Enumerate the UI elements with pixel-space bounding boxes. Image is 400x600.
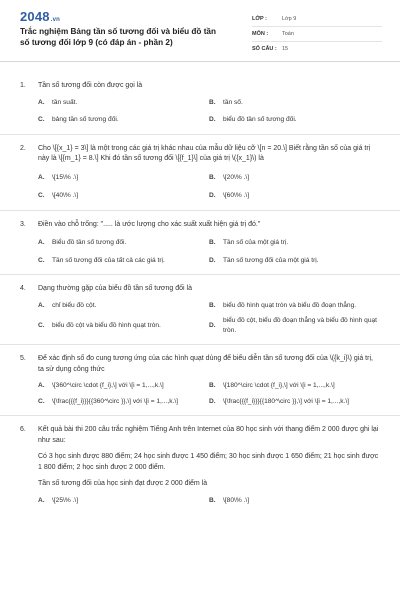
option-letter: C. [38, 192, 45, 199]
answer-options [38, 238, 380, 265]
page-title: Trắc nghiệm Bảng tần số tương đối và biểu đồ tần số tương đối lớp 9 (có đáp án - phần 2) [20, 27, 216, 47]
question-number: 1. [20, 82, 26, 89]
answer-option[interactable] [38, 191, 209, 201]
meta-row-count [252, 42, 382, 56]
answer-option[interactable] [38, 397, 209, 407]
question-list [0, 72, 400, 505]
answer-options [38, 98, 380, 125]
option-text: biểu đồ cột và biểu đồ hình quạt tròn. [52, 321, 161, 329]
meta-info [252, 12, 382, 56]
option-letter: B. [209, 239, 216, 246]
question-text: Cho \[{x_1} = 3\] là một trong các giá trị khác nhau của mẫu dữ liệu cỡ \[n = 20.\] Biết rằng tần số của giá trị này là \[{m_1} = 8.\] Khi đó tần số tương đối \[{f_1}\] của giá trị \({x_1}\) là [38, 144, 371, 162]
question-5 [0, 344, 400, 415]
meta-key: LỚP : [252, 16, 267, 22]
meta-row-subject [252, 27, 382, 42]
option-letter: C. [38, 116, 45, 123]
answer-options [38, 496, 380, 506]
answer-options [38, 301, 380, 336]
answer-option[interactable] [209, 496, 380, 506]
meta-value: 15 [282, 46, 289, 52]
question-number: 2. [20, 144, 26, 152]
answer-option[interactable] [209, 256, 380, 266]
question-head [20, 81, 380, 92]
answer-option[interactable] [209, 115, 380, 125]
option-text: \[25\% .\] [52, 496, 79, 504]
question-head [20, 354, 380, 375]
option-letter: A. [38, 496, 45, 504]
option-letter: D. [209, 321, 216, 329]
option-letter: B. [209, 382, 216, 389]
option-text: bảng tần số tương đối. [52, 116, 119, 123]
option-text: \[60\% .\] [223, 192, 250, 199]
option-text: \[40\% .\] [52, 192, 79, 199]
question-head [20, 425, 380, 446]
option-letter: D. [209, 116, 216, 123]
option-text: chỉ biểu đồ cột. [52, 301, 97, 309]
question-text: Kết quả bài thi 200 câu trắc nghiệm Tiếng Anh trên Internet của 80 học sinh với thang điểm 2 000 được ghi lại như sau: [38, 426, 379, 444]
option-letter: D. [209, 256, 216, 264]
option-letter: D. [209, 397, 216, 405]
question-2 [0, 134, 400, 210]
answer-options [38, 173, 380, 201]
option-letter: C. [38, 256, 45, 264]
option-text: Tần số của một giá trị. [223, 239, 289, 246]
answer-option[interactable] [38, 115, 209, 125]
option-text: \[80\% .\] [223, 496, 250, 504]
site-logo[interactable]: 2048.vn [20, 9, 61, 24]
question-head [20, 144, 380, 165]
option-text: \[360^\circ \cdot {f_i},\] với \[i = 1,...,k.\] [52, 382, 164, 389]
option-text: Tần số tương đối của một giá trị. [223, 256, 319, 264]
answer-option[interactable] [209, 191, 380, 201]
option-text: Biểu đồ tần số tương đối. [52, 239, 127, 246]
question-text: Để xác định số đo cung tương ứng của các hình quạt dùng để biểu diễn tần số tương đối của \({k_i}\) giá trị, ta sử dụng công thức [38, 355, 373, 373]
option-text: \[180^\circ \cdot {f_i},\] với \[i = 1,...,k.\] [223, 382, 335, 389]
option-letter: A. [38, 301, 45, 309]
option-letter: A. [38, 382, 45, 389]
answer-option[interactable] [209, 98, 380, 108]
option-text: Tần số tương đối của tất cả các giá trị. [52, 256, 165, 264]
question-number: 3. [20, 220, 26, 228]
answer-option[interactable] [209, 173, 380, 183]
option-text: biểu đồ hình quạt tròn và biểu đồ đoạn thẳng. [223, 301, 357, 309]
option-text: \[\frac{{{f_i}}}{{180^\circ }},\] với \[i = 1,...,k.\] [223, 397, 349, 405]
option-text: tần suất. [52, 98, 78, 106]
question-4 [0, 274, 400, 344]
meta-value: Toán [282, 31, 294, 37]
answer-option[interactable] [38, 301, 209, 311]
option-letter: B. [209, 496, 216, 504]
question-text: Điền vào chỗ trống: "..... là ước lượng cho xác suất xuất hiện giá trị đó." [38, 220, 261, 228]
question-head [20, 220, 380, 231]
question-1 [0, 72, 400, 134]
question-text: Dạng thường gặp của biểu đồ tần số tương đối là [38, 285, 192, 292]
question-number: 6. [20, 426, 26, 433]
answer-option[interactable] [209, 301, 380, 311]
answer-option[interactable] [38, 238, 209, 248]
question-number: 5. [20, 355, 26, 362]
answer-option[interactable] [38, 173, 209, 183]
option-text: \[15\% .\] [52, 173, 79, 181]
answer-option[interactable] [38, 98, 209, 108]
question-text: Tần số tương đối còn được gọi là [38, 82, 143, 89]
option-text: biểu đồ tần số tương đối. [223, 116, 297, 123]
answer-option[interactable] [209, 238, 380, 248]
answer-option[interactable] [38, 256, 209, 266]
meta-key: SỐ CÂU : [252, 46, 277, 52]
option-letter: B. [209, 301, 216, 309]
option-letter: B. [209, 98, 216, 106]
option-letter: B. [209, 173, 216, 181]
answer-options [38, 381, 380, 406]
option-letter: A. [38, 98, 45, 106]
option-letter: C. [38, 321, 45, 329]
answer-option[interactable] [38, 496, 209, 506]
question-number: 4. [20, 285, 26, 292]
answer-option[interactable] [38, 316, 209, 335]
question-head [20, 284, 380, 295]
option-text: \[\frac{{{f_i}}}{{360^\circ }},\] với \[i = 1,...,k.\] [52, 397, 178, 405]
option-letter: D. [209, 192, 216, 199]
question-paragraph: Có 3 học sinh được 880 điểm; 24 học sinh được 1 450 điểm; 30 học sinh được 1 650 điểm; 21 học sinh được 1 800 điểm; 2 học sinh được 2 000 điểm. [38, 453, 379, 471]
answer-option[interactable] [209, 397, 380, 407]
question-6 [0, 415, 400, 505]
page-header [0, 0, 400, 62]
option-letter: A. [38, 173, 45, 181]
question-paragraph: Tần số tương đối của học sinh đạt được 2 000 điểm là [38, 480, 208, 487]
meta-value: Lớp 9 [282, 16, 297, 22]
option-text: tần số. [223, 98, 243, 106]
question-3 [0, 210, 400, 275]
option-text: biểu đồ cột, biểu đồ đoạn thẳng và biểu đồ hình quạt tròn. [223, 317, 377, 334]
meta-key: MÔN : [252, 31, 269, 37]
meta-row-grade [252, 12, 382, 27]
answer-option[interactable] [38, 381, 209, 391]
answer-option[interactable] [209, 381, 380, 391]
option-letter: C. [38, 397, 45, 405]
option-text: \[20\% .\] [223, 173, 250, 181]
option-letter: A. [38, 239, 45, 246]
answer-option[interactable] [209, 316, 380, 335]
